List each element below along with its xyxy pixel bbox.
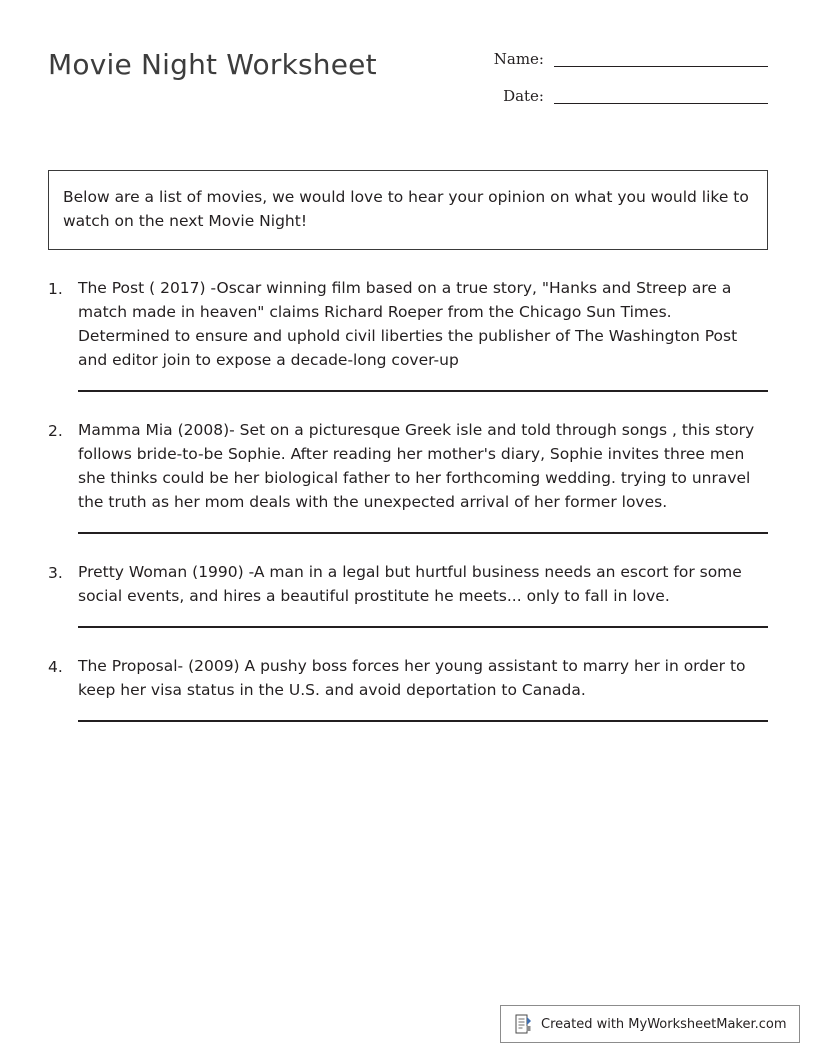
date-field-row [478,87,768,104]
answer-line[interactable] [78,720,768,722]
name-input[interactable] [554,50,768,67]
question-text: Mamma Mia (2008)- Set on a picturesque Greek isle and told through songs , this story follows bride-to-be Sophie. After reading her mother's diary, Sophie invites three men she thinks could be her biological father to her forthcoming wedding. trying to unravel the truth as her mom deals with the unexpected arrival of her former loves. [78,421,755,512]
name-field-label: Name: [493,50,544,68]
worksheet-header [0,0,816,124]
instructions-text: Below are a list of movies, we would love to hear your opinion on what you would like to watch on the next Movie Night! [63,188,749,231]
list-item [48,276,768,392]
question-text: The Post ( 2017) -Oscar winning film based on a true story, "Hanks and Streep are a match made in heaven" claims Richard Roeper from the Chicago Sun Times. Determined to ensure and uphold civil liberties the publisher of The Washington Post and editor join to expose a decade-long cover-up [78,279,738,370]
list-item [48,560,768,628]
list-item [48,654,768,722]
question-number: 4. [48,658,63,677]
name-date-block [478,50,768,124]
answer-line[interactable] [78,532,768,534]
question-number: 2. [48,422,63,441]
worksheet-maker-logo-icon [515,1014,533,1034]
date-field-label: Date: [503,87,544,105]
instructions-box [48,170,768,250]
question-text: The Proposal- (2009) A pushy boss forces her young assistant to marry her in order to keep her visa status in the U.S. and avoid deportation to Canada. [78,657,746,700]
worksheet-maker-badge[interactable] [500,1005,800,1043]
answer-line[interactable] [78,626,768,628]
answer-line[interactable] [78,390,768,392]
list-item [48,418,768,534]
question-number: 3. [48,564,63,583]
questions-list [48,276,768,722]
question-number: 1. [48,280,63,299]
page-title: Movie Night Worksheet [48,48,377,81]
date-input[interactable] [554,87,768,104]
question-text: Pretty Woman (1990) -A man in a legal but hurtful business needs an escort for some social events, and hires a beautiful prostitute he meets... only to fall in love. [78,563,742,606]
badge-label: Created with MyWorksheetMaker.com [541,1016,787,1032]
name-field-row [478,50,768,67]
